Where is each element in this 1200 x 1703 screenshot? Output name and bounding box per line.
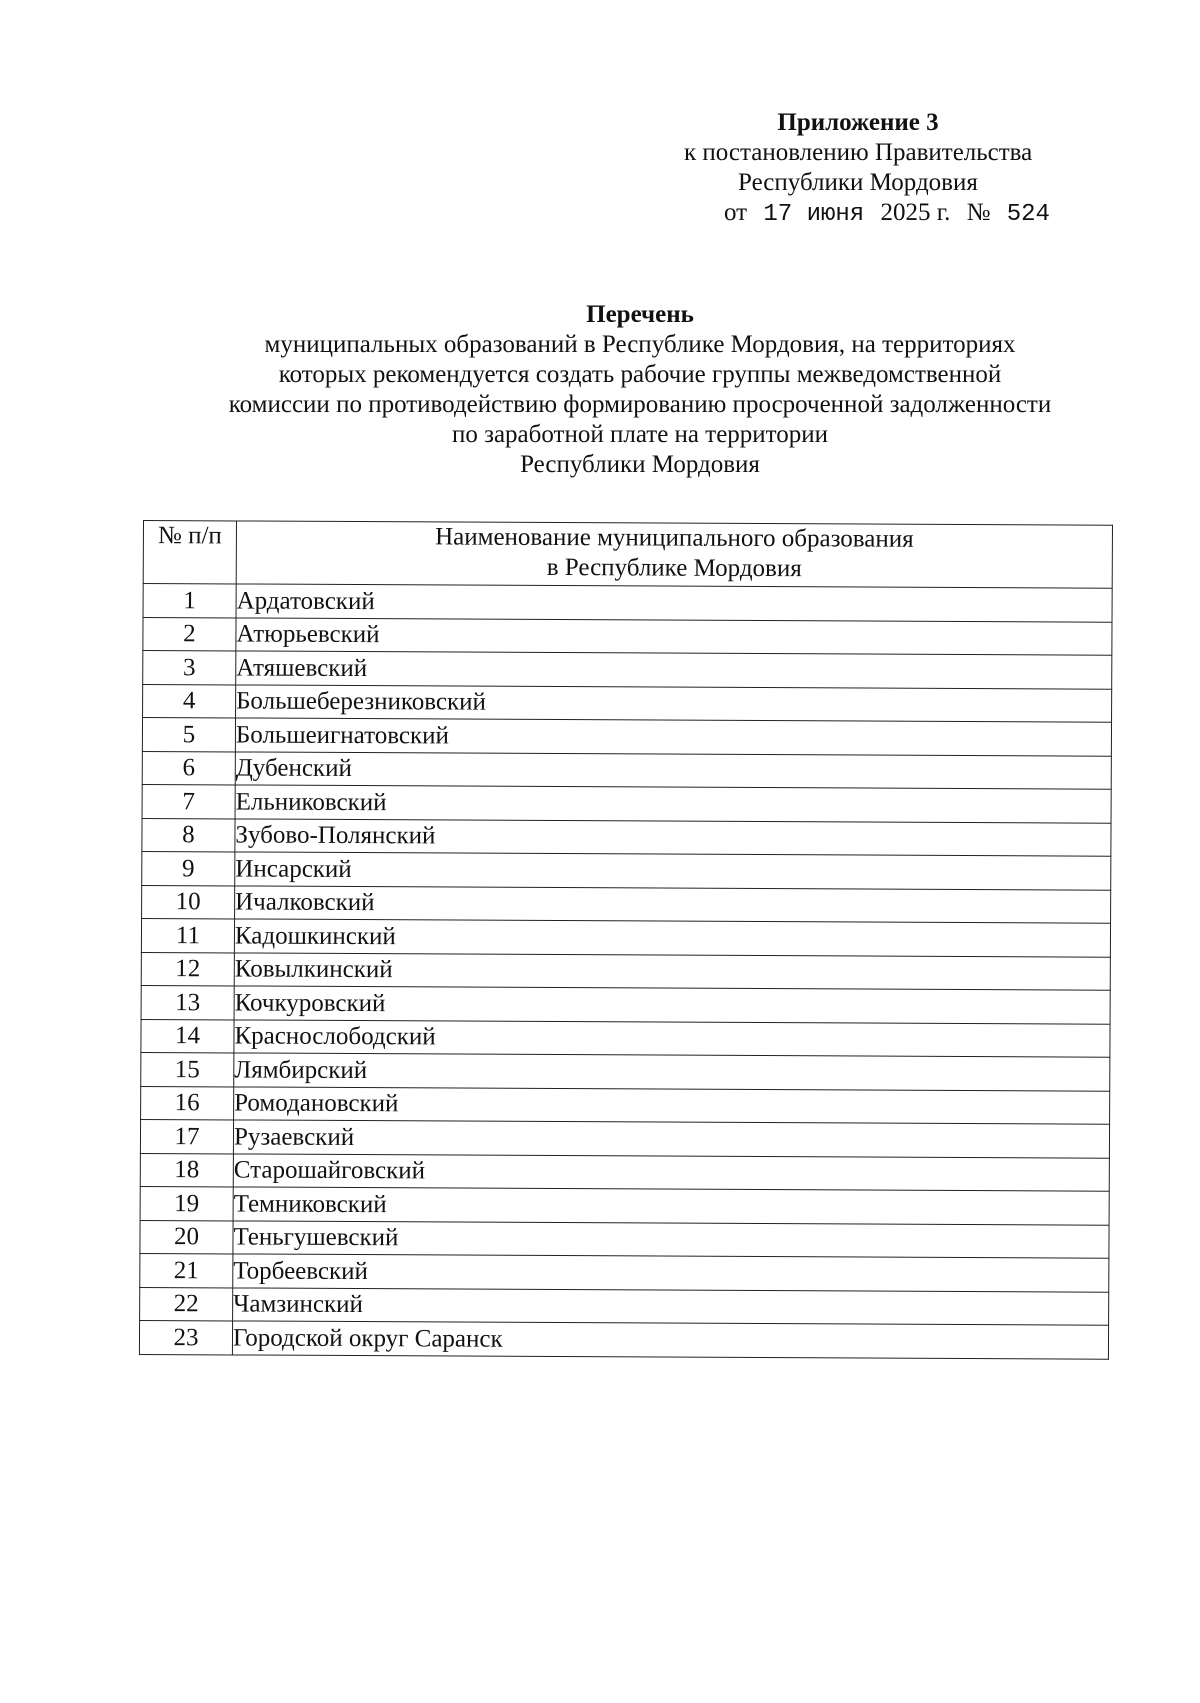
table-row: [142, 784, 1111, 822]
row-number: 10: [142, 885, 235, 919]
list-subtitle-line: комиссии по противодействию формированию просроченной задолженности: [228, 391, 1052, 418]
header-name-line: в Республике Мордовия: [546, 553, 802, 583]
municipality-name: Краснослободский: [234, 1019, 1110, 1057]
municipality-name: Зубово-Полянский: [235, 818, 1111, 856]
municipality-name: Старошайговский: [233, 1153, 1109, 1191]
table-row: [139, 1320, 1108, 1358]
number-sign: №: [966, 199, 991, 226]
municipality-name: Лямбирский: [234, 1053, 1110, 1091]
row-number: 1: [143, 584, 236, 618]
table-row: [140, 1119, 1109, 1157]
municipality-name: Ромодановский: [234, 1086, 1110, 1124]
row-number: 16: [141, 1086, 234, 1120]
row-number: 13: [141, 985, 234, 1019]
decree-reference-line: Республики Мордовия: [738, 169, 978, 196]
row-number: 8: [142, 818, 235, 852]
row-number: 5: [142, 718, 235, 752]
municipality-name: Ичалковский: [235, 885, 1111, 923]
row-number: 2: [143, 617, 236, 651]
list-subtitle-line: муниципальных образований в Республике Мордовия, на территориях: [264, 331, 1016, 358]
municipality-name: Ковылкинский: [234, 952, 1110, 990]
municipality-name: Кочкуровский: [234, 986, 1110, 1024]
decree-year: 2025 г.: [880, 199, 951, 226]
municipality-name: Городской округ Саранск: [232, 1321, 1108, 1359]
municipality-name: Атюрьевский: [236, 617, 1112, 655]
table-row: [141, 1019, 1110, 1057]
table-row: [140, 1220, 1109, 1258]
list-subtitle-line: которых рекомендуется создать рабочие группы межведомственной: [278, 361, 1002, 388]
table-row: [142, 751, 1111, 789]
row-number: 19: [140, 1186, 233, 1220]
appendix-header: [620, 108, 1080, 230]
row-number: 6: [142, 751, 235, 785]
row-number: 9: [142, 851, 235, 885]
table-row: [140, 1287, 1109, 1325]
table-header-row: [143, 521, 1112, 589]
row-number: 17: [140, 1119, 233, 1153]
municipality-name: Кадошкинский: [234, 919, 1110, 957]
row-number: 4: [143, 684, 236, 718]
table-row: [141, 952, 1110, 990]
table-row: [141, 1052, 1110, 1090]
list-subtitle-line: по заработной плате на территории: [451, 421, 829, 448]
municipality-name: Дубенский: [235, 751, 1111, 789]
row-number: 21: [140, 1253, 233, 1287]
municipality-name: Инсарский: [235, 852, 1111, 890]
row-number: 3: [143, 651, 236, 685]
table-row: [143, 684, 1112, 722]
decree-date-line: [724, 198, 1080, 230]
decree-day-month: 17 июня: [763, 201, 865, 228]
table-row: [142, 718, 1111, 756]
table-row: [141, 1086, 1110, 1124]
row-number: 11: [141, 918, 234, 952]
municipality-name: Ардатовский: [236, 584, 1112, 622]
row-number: 20: [140, 1220, 233, 1254]
list-title-block: [150, 300, 1130, 480]
decree-number: 524: [1006, 201, 1050, 228]
municipality-name: Ельниковский: [235, 785, 1111, 823]
header-name-line: Наименование муниципального образования: [435, 523, 914, 553]
table-row: [141, 918, 1110, 956]
appendix-title: Приложение 3: [777, 109, 939, 136]
municipality-name: Атяшевский: [236, 651, 1112, 689]
row-number: 22: [140, 1287, 233, 1321]
list-subtitle-line: Республики Мордовия: [520, 451, 760, 478]
municipality-name: Чамзинский: [233, 1287, 1109, 1325]
decree-reference-line: к постановлению Правительства: [684, 139, 1033, 166]
list-title: Перечень: [586, 301, 694, 328]
table-row: [142, 885, 1111, 923]
row-number: 14: [141, 1019, 234, 1053]
table-row: [140, 1153, 1109, 1191]
row-number: 7: [142, 784, 235, 818]
table-row: [141, 985, 1110, 1023]
table-row: [143, 651, 1112, 689]
table-row: [142, 851, 1111, 889]
row-number: 18: [140, 1153, 233, 1187]
table-row: [143, 584, 1112, 622]
row-number: 15: [141, 1052, 234, 1086]
municipality-name: Теньгушевский: [233, 1220, 1109, 1258]
municipality-name: Большеберезниковский: [236, 684, 1112, 722]
municipality-name: Темниковский: [233, 1187, 1109, 1225]
header-name: [236, 521, 1112, 588]
row-number: 12: [141, 952, 234, 986]
table-row: [142, 818, 1111, 856]
municipalities-table: [139, 520, 1113, 1359]
municipality-name: Большеигнатовский: [235, 718, 1111, 756]
municipality-name: Рузаевский: [233, 1120, 1109, 1158]
row-number: 23: [139, 1320, 232, 1354]
municipality-name: Торбеевский: [233, 1254, 1109, 1292]
table-row: [140, 1253, 1109, 1291]
table-row: [143, 617, 1112, 655]
date-prefix: от: [724, 199, 748, 226]
header-number: № п/п: [143, 521, 236, 584]
table-row: [140, 1186, 1109, 1224]
